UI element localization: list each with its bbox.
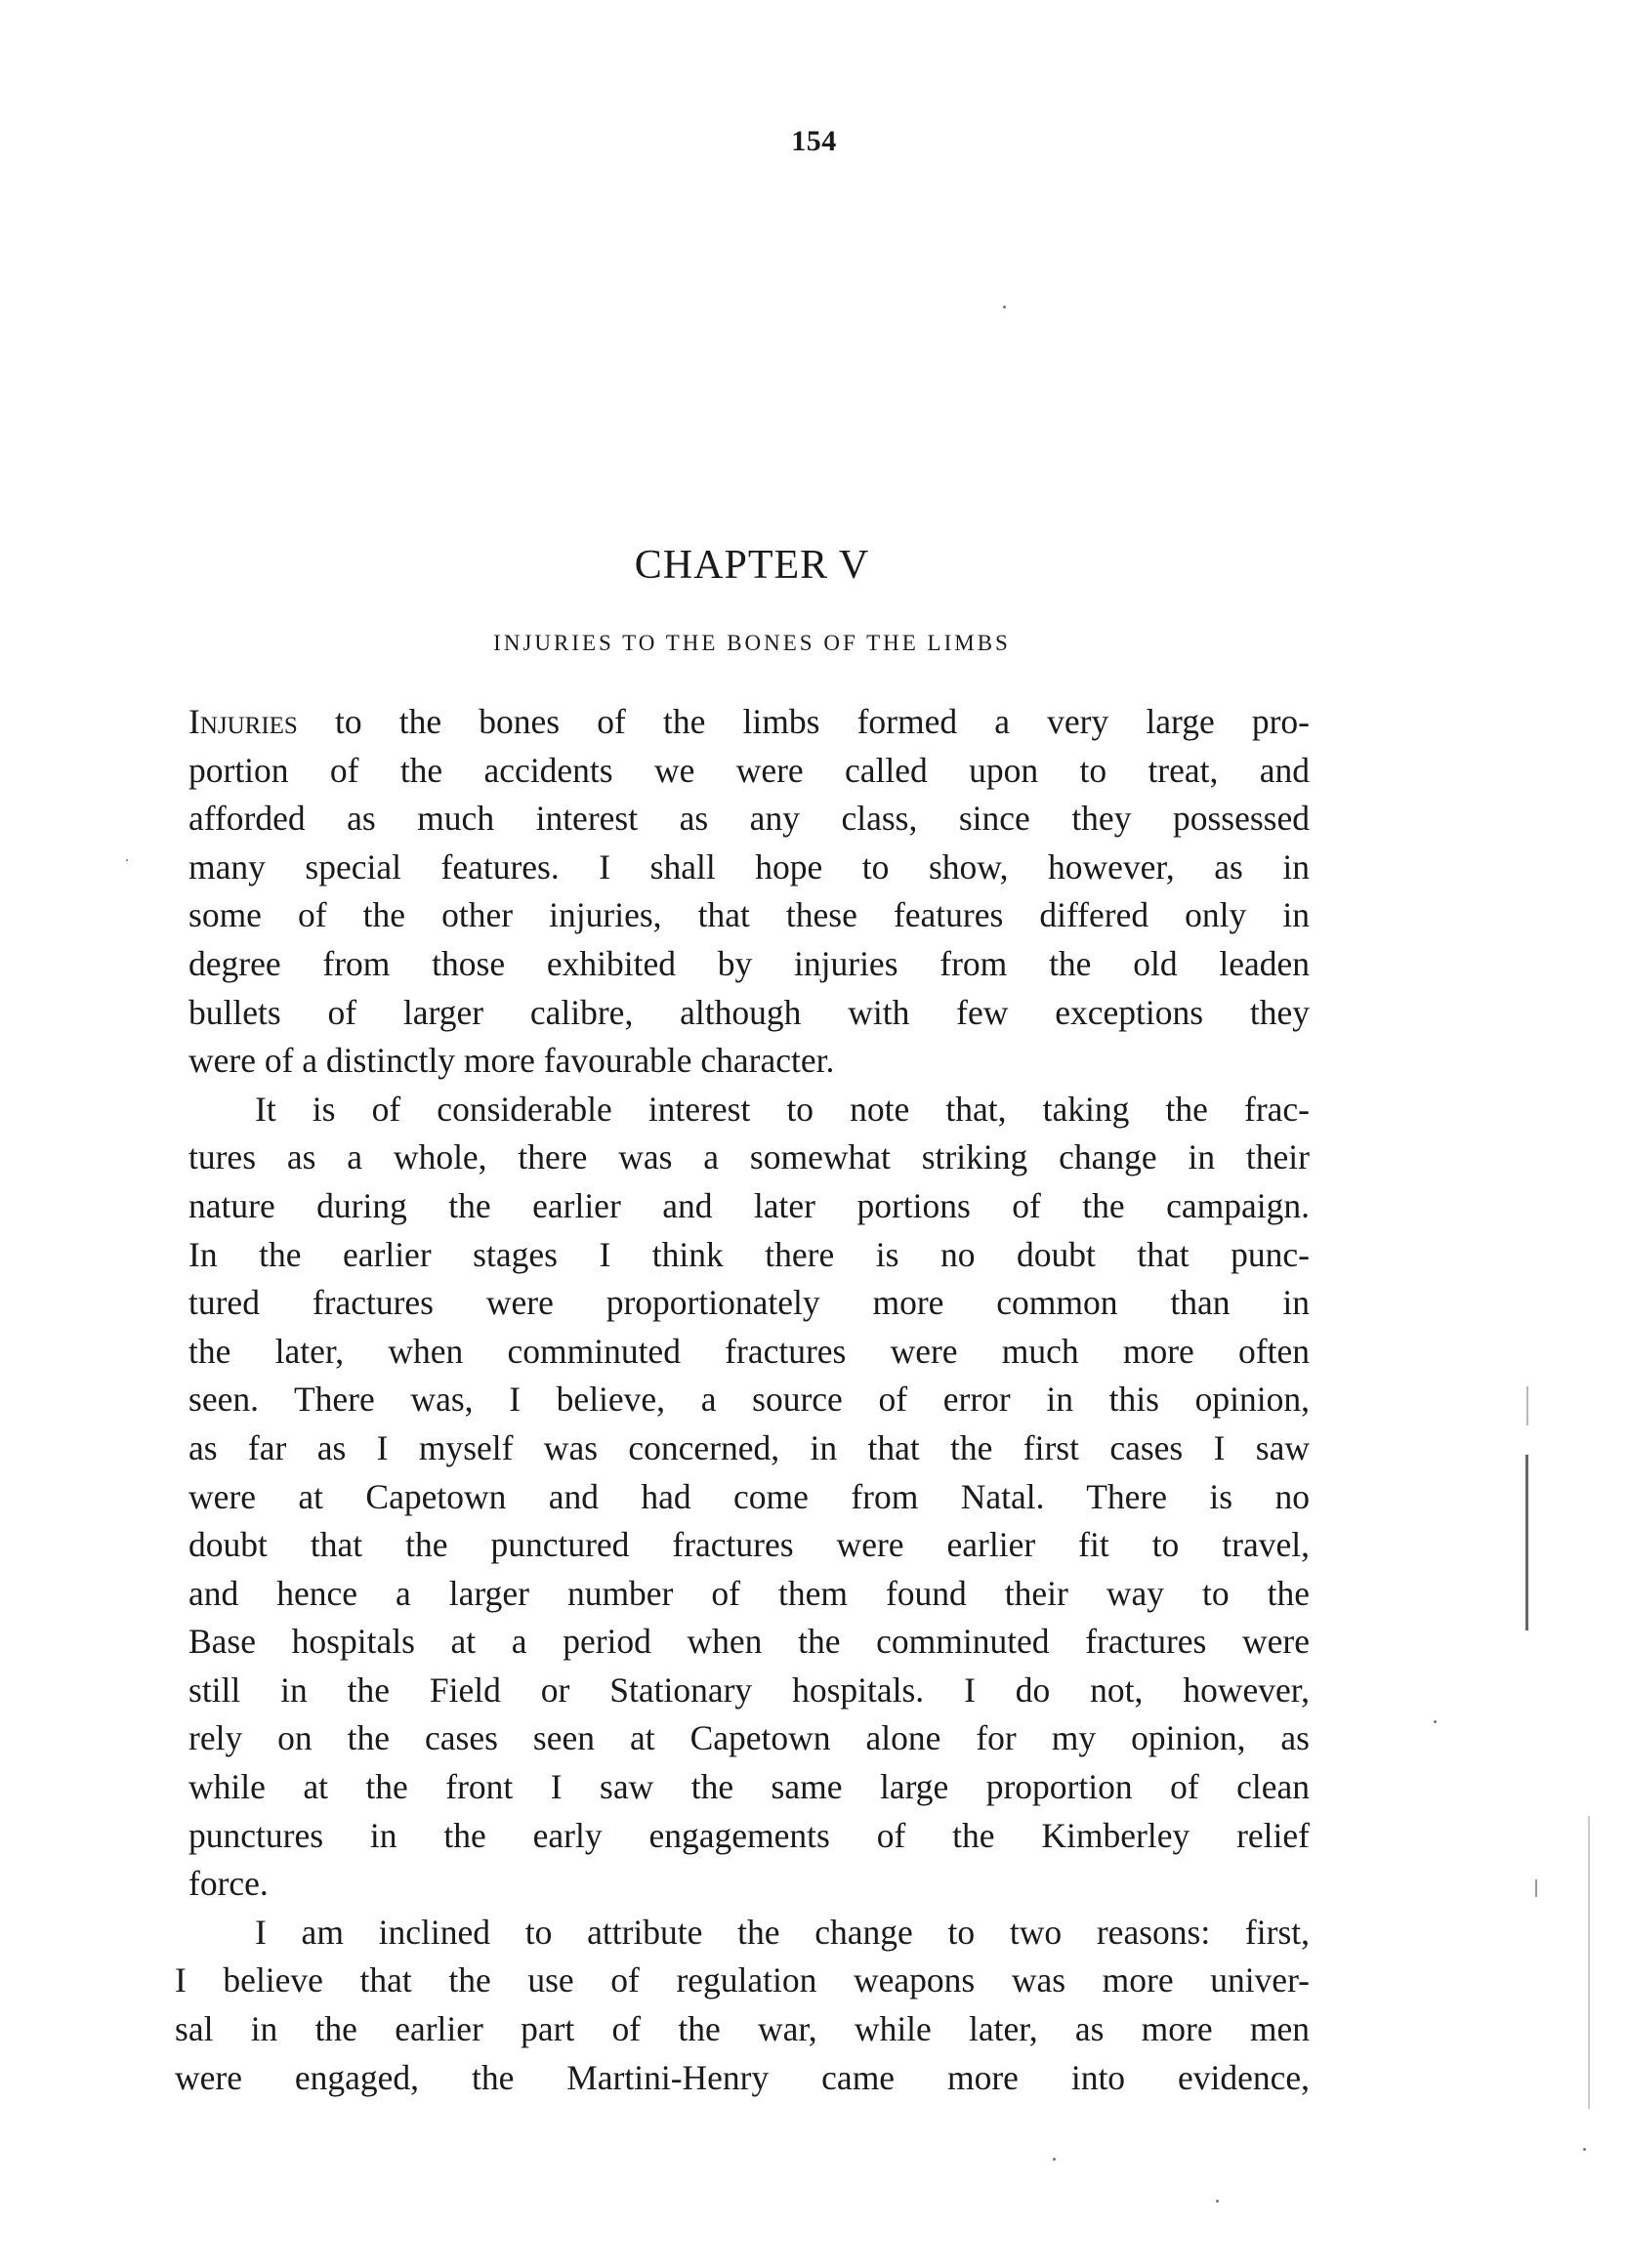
text-line: afforded as much interest as any class, since they possessed <box>188 799 1310 839</box>
text-line <box>188 698 1310 747</box>
scan-speck <box>1053 2158 1056 2161</box>
text-line: portion of the accidents we were called upon to treat, and <box>188 750 1310 790</box>
scan-speck <box>126 859 128 861</box>
text-line: as far as I myself was concerned, in that the first cases I saw <box>188 1427 1310 1467</box>
text-line: bullets of larger calibre, although with few exceptions they <box>188 992 1310 1032</box>
text-line: I am inclined to attribute the change to two reasons: first, <box>255 1912 1310 1952</box>
scan-speck <box>1003 306 1006 309</box>
text-line: many special features. I shall hope to show, however, as in <box>188 846 1310 887</box>
scan-speck <box>1216 2200 1219 2203</box>
text-line: doubt that the punctured fractures were earlier fit to travel, <box>188 1525 1310 1565</box>
text-line: sal in the earlier part of the war, while later, as more men <box>175 2009 1310 2049</box>
line-text: to the bones of the limbs formed a very large pro- <box>335 702 1310 741</box>
margin-mark <box>1525 1455 1528 1630</box>
text-line: Base hospitals at a period when the comminuted fractures were <box>188 1622 1310 1662</box>
text-line: force. <box>188 1864 269 1904</box>
text-line: while at the front I saw the same large proportion of clean <box>188 1767 1310 1807</box>
text-line: still in the Field or Stationary hospitals. I do not, however, <box>188 1670 1310 1710</box>
text-line: the later, when comminuted fractures were much more often <box>188 1331 1310 1371</box>
text-line: I believe that the use of regulation weapons was more univer- <box>175 1960 1310 2000</box>
text-line: seen. There was, I believe, a source of error in this opinion, <box>188 1380 1310 1420</box>
paragraph-1 <box>188 698 1310 1086</box>
text-line: punctures in the early engagements of the Kimberley relief <box>188 1815 1310 1855</box>
paragraph-3 <box>175 1909 1310 2102</box>
text-line: tures as a whole, there was a somewhat striking change in their <box>188 1137 1310 1177</box>
chapter-title: CHAPTER V <box>634 543 870 588</box>
text-line: were engaged, the Martini-Henry came more into evidence, <box>175 2057 1310 2097</box>
margin-mark <box>1526 1386 1528 1425</box>
lead-word: Injuries <box>188 702 298 741</box>
margin-mark <box>1588 1816 1590 2109</box>
scan-speck <box>1583 2148 1586 2151</box>
text-line: tured fractures were proportionately more common than in <box>188 1283 1310 1323</box>
text-line: were at Capetown and had come from Natal. There is no <box>188 1476 1310 1516</box>
text-line: In the earlier stages I think there is no doubt that punc- <box>188 1234 1310 1274</box>
text-line: some of the other injuries, that these features differed only in <box>188 895 1310 935</box>
text-line: rely on the cases seen at Capetown alone for my opinion, as <box>188 1718 1310 1758</box>
text-line: were of a distinctly more favourable character. <box>188 1041 835 1081</box>
page-number: 154 <box>791 125 837 157</box>
scan-speck <box>1434 1720 1437 1723</box>
text-line: and hence a larger number of them found their way to the <box>188 1573 1310 1613</box>
text-line: It is of considerable interest to note that, taking the frac- <box>255 1089 1310 1129</box>
chapter-subtitle: INJURIES TO THE BONES OF THE LIMBS <box>493 631 1011 655</box>
text-line: degree from those exhibited by injuries from the old leaden <box>188 943 1310 983</box>
text-line: nature during the earlier and later portions of the campaign. <box>188 1185 1310 1225</box>
margin-mark <box>1535 1879 1537 1897</box>
paragraph-2 <box>188 1086 1310 1909</box>
body-text <box>175 698 1310 2102</box>
